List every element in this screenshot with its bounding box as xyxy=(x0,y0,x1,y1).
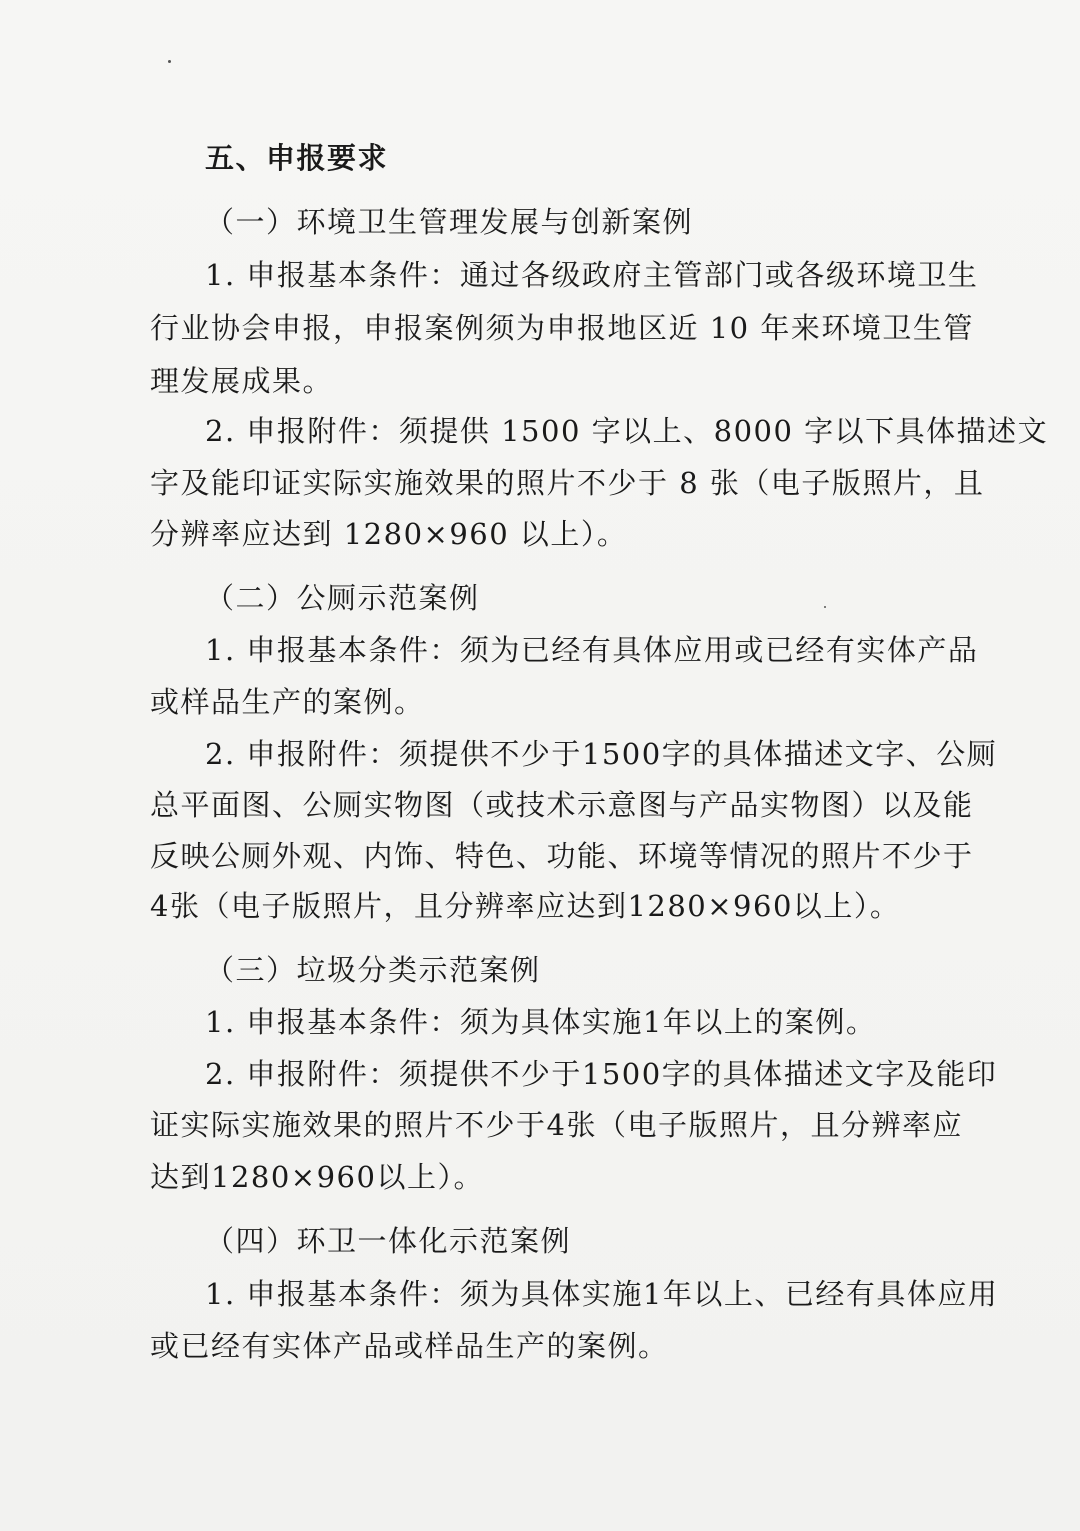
paragraph-line: 或样品生产的案例。 xyxy=(150,685,425,719)
paragraph-line: 1. 申报基本条件：通过各级政府主管部门或各级环境卫生 xyxy=(205,258,979,292)
paragraph-line: 1. 申报基本条件：须为具体实施1年以上、已经有具体应用 xyxy=(205,1277,999,1311)
paragraph-line: 2. 申报附件：须提供 1500 字以上、8000 字以下具体描述文 xyxy=(205,414,1049,448)
paragraph-line: 行业协会申报，申报案例须为申报地区近 10 年来环境卫生管 xyxy=(150,311,974,345)
subsection-title: （三）垃圾分类示范案例 xyxy=(205,953,541,987)
subsection-title: （二）公厕示范案例 xyxy=(205,581,480,615)
paragraph-line: 2. 申报附件：须提供不少于1500字的具体描述文字、公厕 xyxy=(205,737,998,771)
paragraph-line: 或已经有实体产品或样品生产的案例。 xyxy=(150,1329,669,1363)
paragraph-line: 分辨率应达到 1280×960 以上）。 xyxy=(150,517,628,551)
paragraph-line: 1. 申报基本条件：须为具体实施1年以上的案例。 xyxy=(205,1005,877,1039)
scan-speck xyxy=(824,606,826,608)
subsection-title: （四）环卫一体化示范案例 xyxy=(205,1224,572,1258)
paragraph-line: 理发展成果。 xyxy=(150,364,334,398)
paragraph-line: 反映公厕外观、内饰、特色、功能、环境等情况的照片不少于 xyxy=(150,839,974,873)
section-heading: 五、申报要求 xyxy=(205,141,389,175)
paragraph-line: 字及能印证实际实施效果的照片不少于 8 张（电子版照片，且 xyxy=(150,466,985,500)
paragraph-line: 2. 申报附件：须提供不少于1500字的具体描述文字及能印 xyxy=(205,1057,998,1091)
subsection-title: （一）环境卫生管理发展与创新案例 xyxy=(205,205,694,239)
paragraph-line: 证实际实施效果的照片不少于4张（电子版照片，且分辨率应 xyxy=(150,1108,963,1142)
paragraph-line: 达到1280×960以上）。 xyxy=(150,1160,484,1194)
scan-speck xyxy=(168,60,171,63)
paragraph-line: 1. 申报基本条件：须为已经有具体应用或已经有实体产品 xyxy=(205,633,979,667)
paragraph-line: 4张（电子版照片，且分辨率应达到1280×960以上）。 xyxy=(150,889,901,923)
paragraph-line: 总平面图、公厕实物图（或技术示意图与产品实物图）以及能 xyxy=(150,788,974,822)
